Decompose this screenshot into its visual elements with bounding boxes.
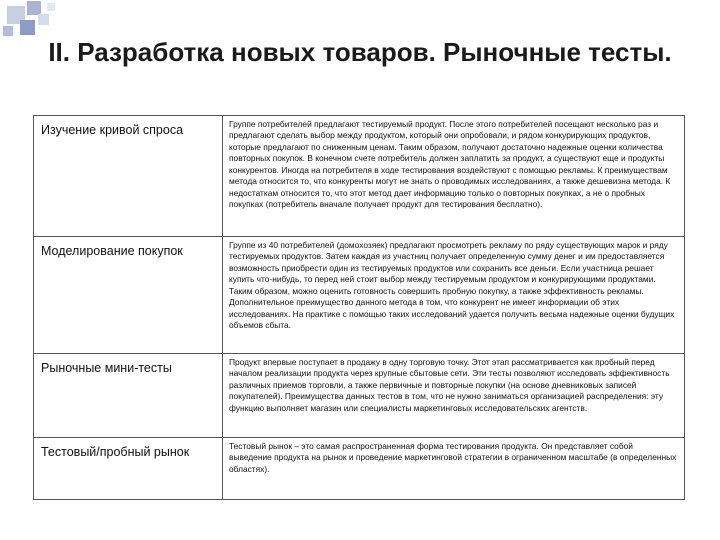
decor-square (20, 20, 35, 35)
method-description: Группе из 40 потребителей (домохозяек) предлагают просмотреть рекламу по ряду существующих марок и ряду тестируемых продуктов. Затем каждая из участниц получает определенную сумму денег и им предоставляется возможность приобрести один из тестируемых продуктов или сохранить все деньги. Если участница решает купить что-нибудь, то перед ней стоит выбор между тестируемым продуктом и конкурирующими продуктами. Таким образом, можно оценить готовность совершить пробную покупку, а также эффективность рекламы. Дополнительное преимущество данного метода в том, что конкурент не имеет информации об этих исследованиях. На практике с помощью таких исследований удается получить весьма надежные оценки будущих объемов сбыта. (223, 237, 685, 354)
decor-square (38, 14, 49, 25)
decor-square (27, 1, 41, 15)
table-row (34, 438, 685, 500)
method-name: Рыночные мини-тесты (34, 354, 223, 438)
slide-title: II. Разработка новых товаров. Рыночные тесты. (48, 37, 672, 67)
methods-table (33, 115, 685, 500)
table-row (34, 354, 685, 438)
table-row (34, 116, 685, 237)
method-name: Моделирование покупок (34, 237, 223, 354)
method-description: Группе потребителей предлагают тестируемый продукт. После этого потребителей посещают несколько раз и предлагают сделать выбор между продуктом, который они опробовали, и рядом конкурирующих продуктов, которые предлагают по сниженным ценам. Таким образом, получают достаточно надежные оценки количества повторных покупок. В конечном счете потребитель должен заплатить за продукт, а существуют еще и продукты конкурентов. Иногда на потребителя в ходе тестирования воздействуют с помощью рекламы. К преимуществам метода относится то, что конкуренты могут не знать о проводимых исследованиях, а также дешевизна метода. К недостаткам относится то, что этот метод дает информацию только о повторных покупках, а не о пробных покупках (потребитель вначале получает продукт для тестирования бесплатно). (223, 116, 685, 237)
table-row (34, 237, 685, 354)
decor-square (47, 3, 55, 11)
method-name: Тестовый/пробный рынок (34, 438, 223, 500)
method-description: Продукт впервые поступает в продажу в одну торговую точку. Этот этап рассматривается как пробный перед началом реализации продукта через крупные сбытовые сети. Эти тесты позволяют исследовать эффективность различных приемов торговли, а также первичные и повторные покупки (на основе дневниковых записей покупателей). Преимущества данных тестов в том, что не нужно заниматься организацией распределения: эту функцию выполняет магазин или специалисты маркетинговых исследовательских агентств. (223, 354, 685, 438)
decor-square (3, 26, 13, 36)
method-description: Тестовый рынок – это самая распространенная форма тестирования продукта. Он представляет собой выведение продукта на рынок и проведение маркетинговой стратегии в ограниченном масштабе (в определенных областях). (223, 438, 685, 500)
method-name: Изучение кривой спроса (34, 116, 223, 237)
